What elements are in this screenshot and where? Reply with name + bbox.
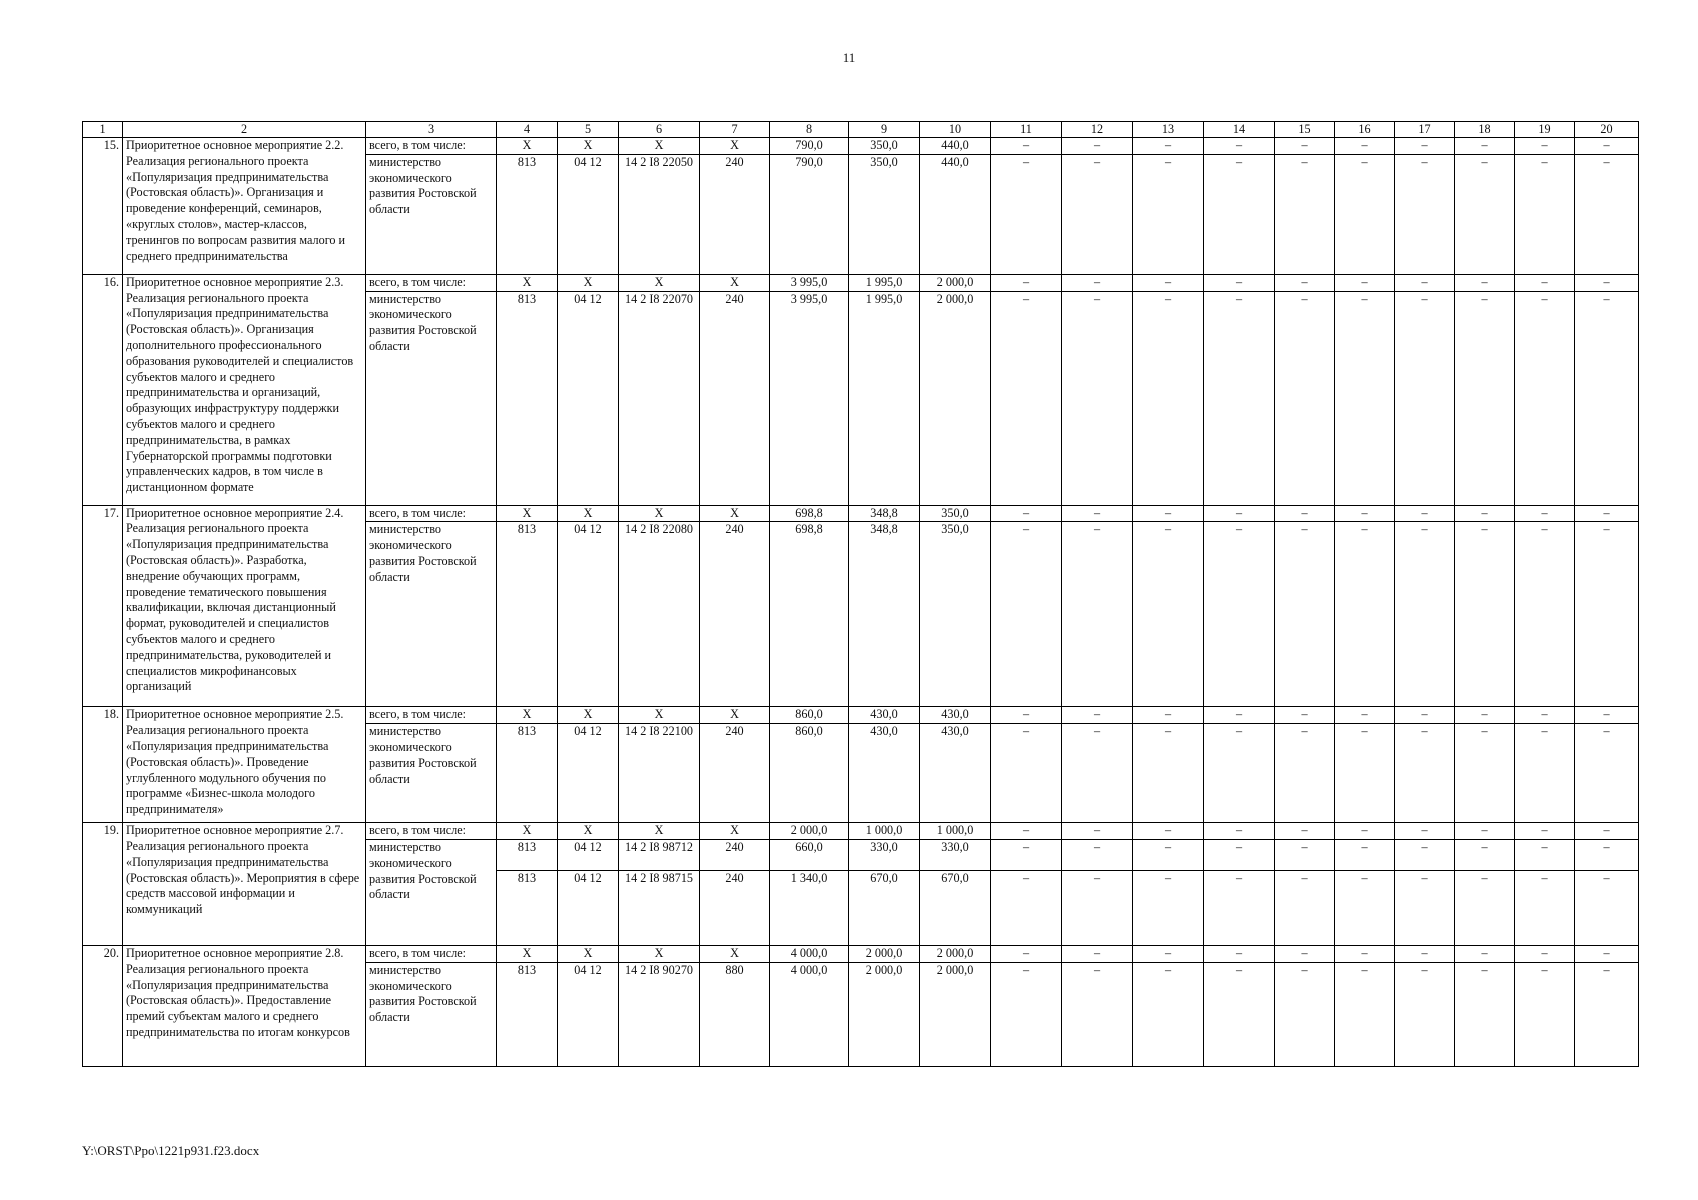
total-value: Х xyxy=(700,945,770,962)
table-row xyxy=(83,138,1639,155)
row-number: 19. xyxy=(83,823,123,946)
col-header: 10 xyxy=(920,122,991,138)
total-value: 2 000,0 xyxy=(920,945,991,962)
event-description: Приоритетное основное мероприятие 2.3. Реализация регионального проекта «Популяризация предпринимательства (Ростовская область)». Организация дополнительного профессионального образования руководителей и специалистов субъектов малого и среднего предпринимательства и организаций, образующих инфраструктуру поддержки субъектов малого и среднего предпринимательства, в рамках Губернаторской программы подготовки управленческих кадров, в том числе в дистанционном формате xyxy=(123,274,366,505)
funding-value: 04 12 xyxy=(558,291,619,505)
empty-dash: – xyxy=(1275,724,1335,823)
empty-dash: – xyxy=(1515,522,1575,707)
empty-dash: – xyxy=(1515,505,1575,522)
empty-dash: – xyxy=(1455,154,1515,274)
col-header: 18 xyxy=(1455,122,1515,138)
empty-dash: – xyxy=(1275,945,1335,962)
empty-dash: – xyxy=(1133,274,1204,291)
funding-value: 430,0 xyxy=(920,724,991,823)
total-value: Х xyxy=(619,945,700,962)
empty-dash: – xyxy=(1395,154,1455,274)
empty-dash: – xyxy=(1133,962,1204,1066)
funding-value: 880 xyxy=(700,962,770,1066)
empty-dash: – xyxy=(1575,154,1639,274)
empty-dash: – xyxy=(1395,522,1455,707)
funding-value: 813 xyxy=(497,870,558,945)
funding-value: 348,8 xyxy=(849,522,920,707)
empty-dash: – xyxy=(1575,962,1639,1066)
empty-dash: – xyxy=(1395,823,1455,840)
responsible-executor: министерство экономического развития Ростовской области xyxy=(366,291,497,505)
empty-dash: – xyxy=(1335,823,1395,840)
funding-value: 4 000,0 xyxy=(770,962,849,1066)
total-value: 3 995,0 xyxy=(770,274,849,291)
total-value: Х xyxy=(497,505,558,522)
table-body xyxy=(83,122,1639,1067)
funding-value: 790,0 xyxy=(770,154,849,274)
empty-dash: – xyxy=(1275,138,1335,155)
empty-dash: – xyxy=(1133,291,1204,505)
col-header: 12 xyxy=(1062,122,1133,138)
empty-dash: – xyxy=(1133,839,1204,870)
funding-value: 440,0 xyxy=(920,154,991,274)
empty-dash: – xyxy=(1395,274,1455,291)
funding-value: 330,0 xyxy=(920,839,991,870)
empty-dash: – xyxy=(1335,870,1395,945)
funding-value: 14 2 I8 22070 xyxy=(619,291,700,505)
total-value: 2 000,0 xyxy=(849,945,920,962)
empty-dash: – xyxy=(1133,138,1204,155)
total-value: 790,0 xyxy=(770,138,849,155)
row-number: 16. xyxy=(83,274,123,505)
empty-dash: – xyxy=(1515,839,1575,870)
empty-dash: – xyxy=(1062,291,1133,505)
funding-value: 14 2 I8 22080 xyxy=(619,522,700,707)
empty-dash: – xyxy=(1275,505,1335,522)
col-header: 1 xyxy=(83,122,123,138)
funding-value: 813 xyxy=(497,154,558,274)
funding-value: 350,0 xyxy=(849,154,920,274)
funding-value: 04 12 xyxy=(558,839,619,870)
empty-dash: – xyxy=(1275,291,1335,505)
funding-value: 813 xyxy=(497,522,558,707)
funding-value: 240 xyxy=(700,724,770,823)
event-description: Приоритетное основное мероприятие 2.7. Реализация регионального проекта «Популяризация предпринимательства (Ростовская область)». Мероприятия в сфере средств массовой информации и коммуникаций xyxy=(123,823,366,946)
empty-dash: – xyxy=(1515,154,1575,274)
empty-dash: – xyxy=(1062,870,1133,945)
responsible-executor: министерство экономического развития Ростовской области xyxy=(366,154,497,274)
empty-dash: – xyxy=(1515,274,1575,291)
funding-value: 3 995,0 xyxy=(770,291,849,505)
col-header: 11 xyxy=(991,122,1062,138)
total-label: всего, в том числе: xyxy=(366,945,497,962)
total-label: всего, в том числе: xyxy=(366,505,497,522)
funding-value: 813 xyxy=(497,839,558,870)
empty-dash: – xyxy=(1455,724,1515,823)
empty-dash: – xyxy=(1204,154,1275,274)
empty-dash: – xyxy=(1455,839,1515,870)
empty-dash: – xyxy=(1455,274,1515,291)
empty-dash: – xyxy=(1515,291,1575,505)
funding-value: 860,0 xyxy=(770,724,849,823)
empty-dash: – xyxy=(1062,138,1133,155)
responsible-executor: министерство экономического развития Ростовской области xyxy=(366,962,497,1066)
empty-dash: – xyxy=(1335,291,1395,505)
total-value: Х xyxy=(619,505,700,522)
empty-dash: – xyxy=(991,707,1062,724)
empty-dash: – xyxy=(1062,839,1133,870)
empty-dash: – xyxy=(1515,707,1575,724)
empty-dash: – xyxy=(1204,823,1275,840)
empty-dash: – xyxy=(1062,962,1133,1066)
total-value: 430,0 xyxy=(920,707,991,724)
empty-dash: – xyxy=(991,839,1062,870)
empty-dash: – xyxy=(1335,839,1395,870)
total-value: 350,0 xyxy=(920,505,991,522)
total-value: Х xyxy=(497,138,558,155)
empty-dash: – xyxy=(1575,870,1639,945)
empty-dash: – xyxy=(1204,724,1275,823)
row-number: 17. xyxy=(83,505,123,707)
total-value: 1 000,0 xyxy=(920,823,991,840)
event-description: Приоритетное основное мероприятие 2.4. Реализация регионального проекта «Популяризация предпринимательства (Ростовская область)». Разработка, внедрение обучающих программ, проведение тематического повышения квалификации, включая дистанционный формат, руководителей и специалистов субъектов малого и среднего предпринимательства, руководителей и специалистов микрофинансовых организаций xyxy=(123,505,366,707)
empty-dash: – xyxy=(1133,505,1204,522)
empty-dash: – xyxy=(1575,839,1639,870)
empty-dash: – xyxy=(1455,138,1515,155)
total-value: 2 000,0 xyxy=(920,274,991,291)
funding-value: 660,0 xyxy=(770,839,849,870)
funding-value: 1 995,0 xyxy=(849,291,920,505)
col-header: 19 xyxy=(1515,122,1575,138)
empty-dash: – xyxy=(1133,724,1204,823)
funding-value: 2 000,0 xyxy=(920,962,991,1066)
total-label: всего, в том числе: xyxy=(366,274,497,291)
empty-dash: – xyxy=(1062,945,1133,962)
empty-dash: – xyxy=(991,945,1062,962)
total-value: Х xyxy=(619,138,700,155)
empty-dash: – xyxy=(991,291,1062,505)
empty-dash: – xyxy=(991,522,1062,707)
funding-value: 350,0 xyxy=(920,522,991,707)
empty-dash: – xyxy=(991,505,1062,522)
empty-dash: – xyxy=(1204,839,1275,870)
empty-dash: – xyxy=(991,724,1062,823)
funding-value: 1 340,0 xyxy=(770,870,849,945)
funding-value: 2 000,0 xyxy=(920,291,991,505)
empty-dash: – xyxy=(1335,274,1395,291)
empty-dash: – xyxy=(1575,724,1639,823)
empty-dash: – xyxy=(1575,274,1639,291)
table-row xyxy=(83,823,1639,840)
empty-dash: – xyxy=(1275,962,1335,1066)
empty-dash: – xyxy=(1575,823,1639,840)
empty-dash: – xyxy=(1455,945,1515,962)
empty-dash: – xyxy=(1515,962,1575,1066)
empty-dash: – xyxy=(1204,945,1275,962)
empty-dash: – xyxy=(1335,707,1395,724)
empty-dash: – xyxy=(1133,945,1204,962)
empty-dash: – xyxy=(1455,823,1515,840)
empty-dash: – xyxy=(1204,707,1275,724)
total-value: 860,0 xyxy=(770,707,849,724)
empty-dash: – xyxy=(1455,870,1515,945)
table-row xyxy=(83,505,1639,522)
funding-value: 04 12 xyxy=(558,870,619,945)
program-table xyxy=(82,121,1639,1067)
total-value: Х xyxy=(497,945,558,962)
empty-dash: – xyxy=(1204,870,1275,945)
empty-dash: – xyxy=(1455,962,1515,1066)
total-value: 430,0 xyxy=(849,707,920,724)
funding-value: 330,0 xyxy=(849,839,920,870)
total-value: 440,0 xyxy=(920,138,991,155)
col-header: 4 xyxy=(497,122,558,138)
funding-value: 698,8 xyxy=(770,522,849,707)
total-value: Х xyxy=(700,274,770,291)
empty-dash: – xyxy=(1455,505,1515,522)
empty-dash: – xyxy=(1515,870,1575,945)
empty-dash: – xyxy=(991,138,1062,155)
funding-value: 240 xyxy=(700,870,770,945)
funding-value: 04 12 xyxy=(558,962,619,1066)
row-number: 20. xyxy=(83,945,123,1066)
empty-dash: – xyxy=(1335,505,1395,522)
empty-dash: – xyxy=(1455,522,1515,707)
col-header: 16 xyxy=(1335,122,1395,138)
empty-dash: – xyxy=(1395,138,1455,155)
funding-value: 14 2 I8 98715 xyxy=(619,870,700,945)
total-label: всего, в том числе: xyxy=(366,707,497,724)
col-header: 20 xyxy=(1575,122,1639,138)
total-value: Х xyxy=(619,707,700,724)
total-value: Х xyxy=(558,138,619,155)
empty-dash: – xyxy=(1395,839,1455,870)
empty-dash: – xyxy=(1515,724,1575,823)
funding-value: 14 2 I8 22050 xyxy=(619,154,700,274)
total-value: 1 000,0 xyxy=(849,823,920,840)
empty-dash: – xyxy=(1275,870,1335,945)
funding-value: 430,0 xyxy=(849,724,920,823)
page-number: 11 xyxy=(842,50,856,65)
header-row xyxy=(83,122,1639,138)
col-header: 3 xyxy=(366,122,497,138)
col-header: 9 xyxy=(849,122,920,138)
empty-dash: – xyxy=(1455,291,1515,505)
col-header: 6 xyxy=(619,122,700,138)
empty-dash: – xyxy=(1204,962,1275,1066)
total-value: Х xyxy=(619,274,700,291)
table-row xyxy=(83,274,1639,291)
empty-dash: – xyxy=(1395,945,1455,962)
funding-value: 813 xyxy=(497,724,558,823)
empty-dash: – xyxy=(1062,823,1133,840)
empty-dash: – xyxy=(1133,154,1204,274)
funding-value: 813 xyxy=(497,962,558,1066)
total-value: Х xyxy=(558,274,619,291)
funding-value: 14 2 I8 22100 xyxy=(619,724,700,823)
col-header: 15 xyxy=(1275,122,1335,138)
empty-dash: – xyxy=(1335,138,1395,155)
event-description: Приоритетное основное мероприятие 2.8. Реализация регионального проекта «Популяризация предпринимательства (Ростовская область)». Предоставление премий субъектам малого и среднего предпринимательства по итогам конкурсов xyxy=(123,945,366,1066)
col-header: 5 xyxy=(558,122,619,138)
empty-dash: – xyxy=(1395,962,1455,1066)
empty-dash: – xyxy=(1335,724,1395,823)
empty-dash: – xyxy=(1335,522,1395,707)
total-value: 4 000,0 xyxy=(770,945,849,962)
funding-value: 813 xyxy=(497,291,558,505)
total-value: Х xyxy=(558,823,619,840)
empty-dash: – xyxy=(1062,505,1133,522)
empty-dash: – xyxy=(1062,724,1133,823)
row-number: 15. xyxy=(83,138,123,275)
total-value: Х xyxy=(497,707,558,724)
empty-dash: – xyxy=(1062,522,1133,707)
funding-value: 04 12 xyxy=(558,154,619,274)
empty-dash: – xyxy=(1335,962,1395,1066)
empty-dash: – xyxy=(1062,274,1133,291)
total-value: 2 000,0 xyxy=(770,823,849,840)
col-header: 17 xyxy=(1395,122,1455,138)
responsible-executor: министерство экономического развития Ростовской области xyxy=(366,724,497,823)
col-header: 8 xyxy=(770,122,849,138)
total-value: 1 995,0 xyxy=(849,274,920,291)
empty-dash: – xyxy=(991,870,1062,945)
empty-dash: – xyxy=(991,274,1062,291)
empty-dash: – xyxy=(1395,291,1455,505)
total-value: Х xyxy=(497,823,558,840)
empty-dash: – xyxy=(1275,823,1335,840)
col-header: 13 xyxy=(1133,122,1204,138)
event-description: Приоритетное основное мероприятие 2.2. Реализация регионального проекта «Популяризация предпринимательства (Ростовская область)». Организация и проведение конференций, семинаров, «круглых столов», мастер-классов, тренингов по вопросам развития малого и среднего предпринимательства xyxy=(123,138,366,275)
funding-value: 240 xyxy=(700,291,770,505)
empty-dash: – xyxy=(1133,707,1204,724)
funding-value: 04 12 xyxy=(558,522,619,707)
empty-dash: – xyxy=(1575,138,1639,155)
empty-dash: – xyxy=(1204,138,1275,155)
empty-dash: – xyxy=(991,154,1062,274)
total-value: Х xyxy=(558,707,619,724)
table-row xyxy=(83,707,1639,724)
total-value: Х xyxy=(558,505,619,522)
table-row xyxy=(83,945,1639,962)
empty-dash: – xyxy=(1204,274,1275,291)
empty-dash: – xyxy=(1275,154,1335,274)
empty-dash: – xyxy=(1395,870,1455,945)
funding-value: 670,0 xyxy=(849,870,920,945)
total-value: Х xyxy=(700,138,770,155)
empty-dash: – xyxy=(1204,291,1275,505)
funding-value: 14 2 I8 90270 xyxy=(619,962,700,1066)
empty-dash: – xyxy=(1204,522,1275,707)
total-value: 348,8 xyxy=(849,505,920,522)
funding-value: 670,0 xyxy=(920,870,991,945)
empty-dash: – xyxy=(1575,505,1639,522)
empty-dash: – xyxy=(1062,707,1133,724)
empty-dash: – xyxy=(1133,522,1204,707)
col-header: 2 xyxy=(123,122,366,138)
col-header: 14 xyxy=(1204,122,1275,138)
total-label: всего, в том числе: xyxy=(366,138,497,155)
total-value: Х xyxy=(700,707,770,724)
responsible-executor: министерство экономического развития Ростовской области xyxy=(366,522,497,707)
empty-dash: – xyxy=(1515,945,1575,962)
empty-dash: – xyxy=(1575,707,1639,724)
empty-dash: – xyxy=(1335,154,1395,274)
total-value: Х xyxy=(700,505,770,522)
empty-dash: – xyxy=(1275,522,1335,707)
funding-value: 14 2 I8 98712 xyxy=(619,839,700,870)
event-description: Приоритетное основное мероприятие 2.5. Реализация регионального проекта «Популяризация предпринимательства (Ростовская область)». Проведение углубленного модульного обучения по программе «Бизнес-школа молодого предпринимателя» xyxy=(123,707,366,823)
empty-dash: – xyxy=(1515,823,1575,840)
empty-dash: – xyxy=(1575,291,1639,505)
responsible-executor: министерство экономического развития Ростовской области xyxy=(366,839,497,945)
funding-value: 240 xyxy=(700,522,770,707)
empty-dash: – xyxy=(1395,707,1455,724)
empty-dash: – xyxy=(1133,823,1204,840)
empty-dash: – xyxy=(1204,505,1275,522)
total-value: Х xyxy=(700,823,770,840)
funding-value: 2 000,0 xyxy=(849,962,920,1066)
empty-dash: – xyxy=(991,823,1062,840)
empty-dash: – xyxy=(1515,138,1575,155)
total-label: всего, в том числе: xyxy=(366,823,497,840)
empty-dash: – xyxy=(1275,274,1335,291)
empty-dash: – xyxy=(991,962,1062,1066)
empty-dash: – xyxy=(1575,945,1639,962)
row-number: 18. xyxy=(83,707,123,823)
file-path-footer: Y:\ORST\Ppo\1221p931.f23.docx xyxy=(82,1143,260,1158)
empty-dash: – xyxy=(1455,707,1515,724)
empty-dash: – xyxy=(1395,724,1455,823)
total-value: Х xyxy=(558,945,619,962)
empty-dash: – xyxy=(1275,707,1335,724)
empty-dash: – xyxy=(1062,154,1133,274)
funding-value: 240 xyxy=(700,839,770,870)
empty-dash: – xyxy=(1395,505,1455,522)
empty-dash: – xyxy=(1133,870,1204,945)
total-value: Х xyxy=(497,274,558,291)
total-value: 350,0 xyxy=(849,138,920,155)
empty-dash: – xyxy=(1275,839,1335,870)
col-header: 7 xyxy=(700,122,770,138)
total-value: 698,8 xyxy=(770,505,849,522)
funding-value: 04 12 xyxy=(558,724,619,823)
funding-value: 240 xyxy=(700,154,770,274)
total-value: Х xyxy=(619,823,700,840)
empty-dash: – xyxy=(1335,945,1395,962)
empty-dash: – xyxy=(1575,522,1639,707)
